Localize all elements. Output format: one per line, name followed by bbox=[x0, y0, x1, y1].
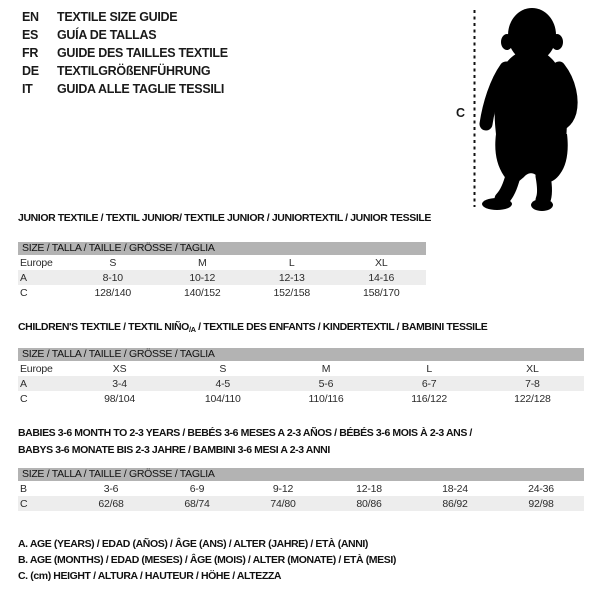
table-row bbox=[18, 361, 584, 376]
size-cell: 62/68 bbox=[68, 496, 154, 511]
section-title-babies bbox=[18, 425, 472, 459]
table-row bbox=[18, 376, 584, 391]
language-row bbox=[22, 62, 228, 80]
size-cell: 116/122 bbox=[411, 392, 448, 405]
table-row bbox=[18, 285, 426, 300]
size-cell: 8-10 bbox=[68, 270, 158, 285]
size-cell: 158/170 bbox=[362, 286, 400, 299]
size-cell: S bbox=[109, 256, 117, 269]
size-cell: 6-9 bbox=[189, 482, 205, 495]
size-cell: XS bbox=[112, 362, 127, 375]
size-cell: 74/80 bbox=[240, 496, 326, 511]
size-cell: 110/116 bbox=[308, 392, 344, 405]
size-cell: 5-6 bbox=[274, 376, 377, 391]
size-cell: 104/110 bbox=[204, 392, 241, 405]
table-row bbox=[18, 496, 584, 511]
size-table-babies bbox=[18, 481, 584, 511]
size-cell: 24-36 bbox=[528, 482, 554, 495]
size-cell: 12-13 bbox=[247, 270, 337, 285]
size-table-junior bbox=[18, 255, 426, 300]
language-row bbox=[22, 8, 228, 26]
size-cell: 6-7 bbox=[378, 376, 481, 391]
language-list bbox=[22, 8, 228, 98]
size-cell: 80/86 bbox=[326, 496, 412, 511]
language-row bbox=[22, 80, 228, 98]
size-table-children bbox=[18, 361, 584, 406]
row-label: Europe bbox=[20, 362, 53, 375]
language-code: EN bbox=[22, 10, 39, 24]
size-header-bar: SIZE / TALLA / TAILLE / GRÖSSE / TAGLIA bbox=[18, 242, 426, 255]
language-label: GUIDE DES TAILLES TEXTILE bbox=[57, 46, 228, 60]
section-title-children bbox=[18, 320, 487, 337]
row-label: B bbox=[20, 482, 27, 495]
size-cell: 7-8 bbox=[481, 376, 584, 391]
baby-silhouette-icon bbox=[450, 0, 600, 215]
language-label: TEXTILGRÖßENFÜHRUNG bbox=[57, 64, 211, 78]
footnote-age-months: B. AGE (MONTHS) / EDAD (MESES) / ÂGE (MOIS) / ALTER (MONATE) / ETÀ (MESI) bbox=[18, 554, 396, 566]
language-code: IT bbox=[22, 82, 33, 96]
size-cell: S bbox=[219, 362, 227, 375]
baby-figure bbox=[450, 0, 600, 215]
section-title-junior: JUNIOR TEXTILE / TEXTIL JUNIOR/ TEXTILE JUNIOR / JUNIORTEXTIL / JUNIOR TESSILE bbox=[18, 212, 431, 224]
size-cell: 152/158 bbox=[273, 286, 311, 299]
row-label: C bbox=[18, 496, 68, 511]
table-row bbox=[18, 270, 426, 285]
row-label: Europe bbox=[20, 256, 53, 269]
language-row bbox=[22, 44, 228, 62]
language-label: GUÍA DE TALLAS bbox=[57, 28, 157, 42]
language-row bbox=[22, 26, 228, 44]
size-cell: 128/140 bbox=[94, 286, 132, 299]
size-cell: 9-12 bbox=[272, 482, 294, 495]
size-cell: 14-16 bbox=[337, 270, 427, 285]
section-title-line2: BABYS 3-6 MONATE BIS 2-3 JAHRE / BAMBINI 3-6 MESI A 2-3 ANNI bbox=[18, 444, 330, 456]
row-label: C bbox=[20, 392, 28, 405]
size-cell: 4-5 bbox=[171, 376, 274, 391]
language-code: DE bbox=[22, 64, 39, 78]
size-cell: 10-12 bbox=[158, 270, 248, 285]
size-cell: 18-24 bbox=[442, 482, 468, 495]
section-title-text: CHILDREN'S TEXTILE / TEXTIL NIÑO bbox=[18, 321, 189, 333]
size-cell: 3-6 bbox=[103, 482, 119, 495]
language-label: GUIDA ALLE TAGLIE TESSILI bbox=[57, 82, 225, 96]
section-title-subscript: /A bbox=[188, 325, 196, 334]
size-cell: 98/104 bbox=[104, 392, 136, 405]
size-cell: 3-4 bbox=[68, 376, 171, 391]
size-cell: 68/74 bbox=[154, 496, 240, 511]
size-cell: XL bbox=[526, 362, 539, 375]
size-cell: L bbox=[426, 362, 432, 375]
size-cell: M bbox=[321, 362, 331, 375]
language-code: ES bbox=[22, 28, 39, 42]
table-row bbox=[18, 255, 426, 270]
row-label: C bbox=[20, 286, 28, 299]
size-cell: M bbox=[197, 256, 207, 269]
height-marker-label: C bbox=[456, 106, 466, 120]
section-title-text: / TEXTILE DES ENFANTS / KINDERTEXTIL / BAMBINI TESSILE bbox=[195, 321, 488, 333]
table-row bbox=[18, 391, 584, 406]
size-header-bar: SIZE / TALLA / TAILLE / GRÖSSE / TAGLIA bbox=[18, 468, 584, 481]
size-cell: 86/92 bbox=[412, 496, 498, 511]
table-row bbox=[18, 481, 584, 496]
size-header-bar: SIZE / TALLA / TAILLE / GRÖSSE / TAGLIA bbox=[18, 348, 584, 361]
language-code: FR bbox=[22, 46, 39, 60]
size-cell: 122/128 bbox=[514, 392, 551, 405]
language-label: TEXTILE SIZE GUIDE bbox=[57, 10, 178, 24]
size-cell: L bbox=[288, 256, 295, 269]
size-cell: 92/98 bbox=[498, 496, 584, 511]
size-cell: 12-18 bbox=[356, 482, 382, 495]
section-title-line1: BABIES 3-6 MONTH TO 2-3 YEARS / BEBÉS 3-6 MESES A 2-3 AÑOS / BÉBÉS 3-6 MOIS À 2-3 ANS / bbox=[18, 427, 472, 439]
size-cell: XL bbox=[375, 256, 388, 269]
footnotes bbox=[18, 536, 396, 584]
row-label: A bbox=[18, 270, 68, 285]
row-label: A bbox=[18, 376, 68, 391]
footnote-age-years: A. AGE (YEARS) / EDAD (AÑOS) / ÂGE (ANS) / ALTER (JAHRE) / ETÀ (ANNI) bbox=[18, 538, 369, 550]
size-cell: 140/152 bbox=[183, 286, 221, 299]
footnote-height: C. (cm) HEIGHT / ALTURA / HAUTEUR / HÖHE / ALTEZZA bbox=[18, 570, 282, 582]
